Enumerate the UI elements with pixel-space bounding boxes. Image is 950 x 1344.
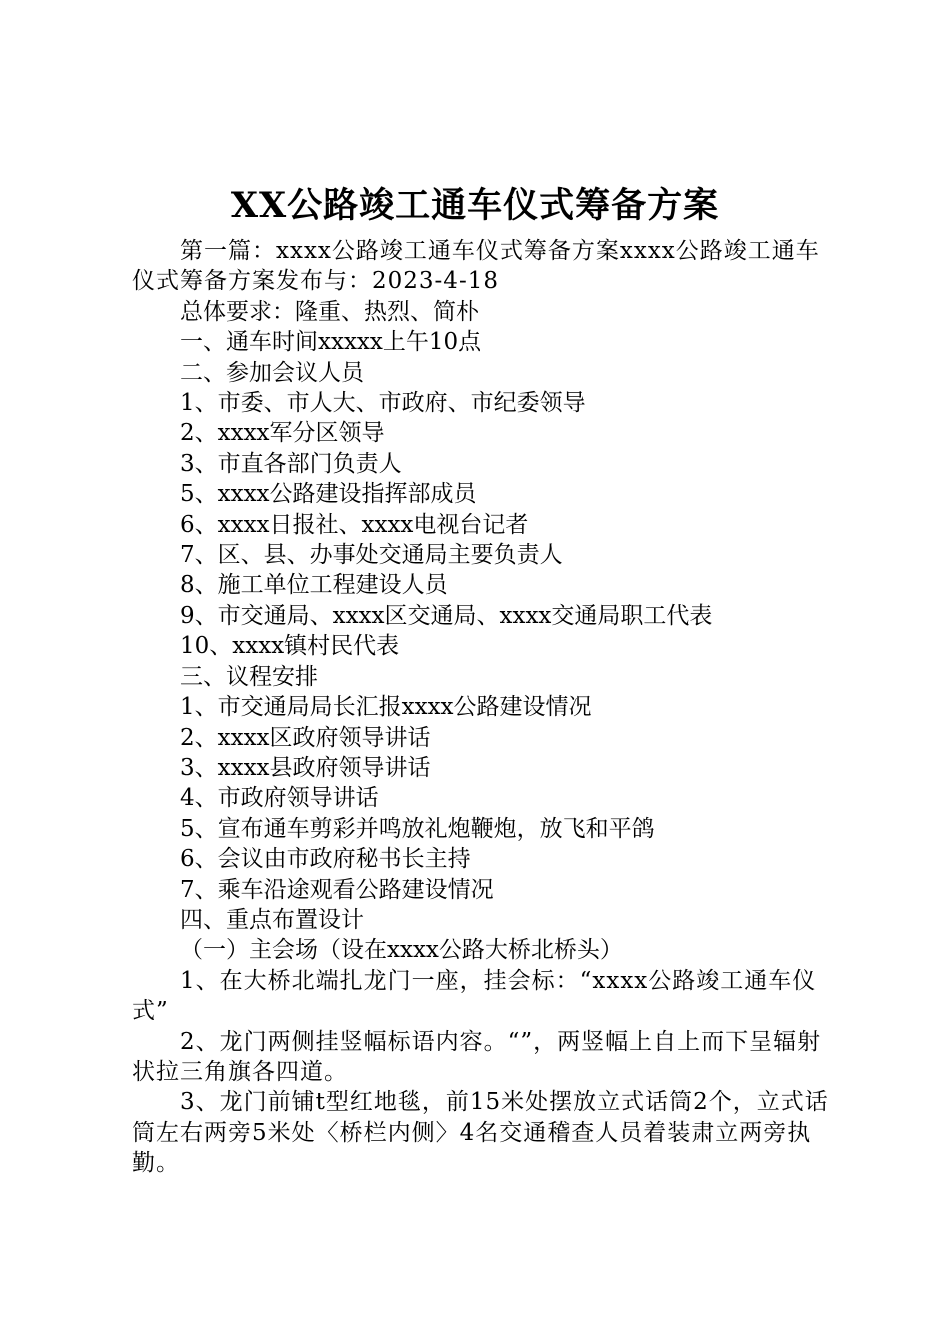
list-item: 7、乘车沿途观看公路建设情况 — [180, 876, 494, 903]
paragraph-intro: 第一篇：xxxx公路竣工通车仪式筹备方案xxxx公路竣工通车仪式筹备方案发布与：2023-4-18 — [132, 238, 820, 295]
list-item: 1、市交通局局长汇报xxxx公路建设情况 — [180, 694, 592, 721]
list-item: 6、xxxx日报社、xxxx电视台记者 — [180, 511, 529, 538]
list-item: 4、市政府领导讲话 — [180, 785, 379, 812]
list-item: 2、xxxx军分区领导 — [180, 420, 385, 447]
list-item: 6、会议由市政府秘书长主持 — [180, 846, 471, 873]
list-item: 2、xxxx区政府领导讲话 — [180, 724, 431, 751]
paragraph-section-3-heading: 三、议程安排 — [180, 663, 318, 690]
list-item: 2、龙门两侧挂竖幅标语内容。“”，两竖幅上自上而下呈辐射状拉三角旗各四道。 — [132, 1028, 822, 1085]
list-item: 7、区、县、办事处交通局主要负责人 — [180, 542, 563, 569]
document-body — [132, 236, 832, 1179]
paragraph-subsection-heading: （一）主会场（设在xxxx公路大桥北桥头） — [180, 937, 623, 964]
list-item: 3、市直各部门负责人 — [180, 450, 402, 477]
list-item: 1、在大桥北端扎龙门一座，挂会标：“xxxx公路竣工通车仪式” — [132, 967, 817, 1025]
list-item: 3、龙门前铺t型红地毯，前15米处摆放立式话筒2个，立式话筒左右两旁5米处〈桥栏内侧〉4名交通稽查人员着装肃立两旁执勤。 — [132, 1089, 829, 1177]
document-title: XX公路竣工通车仪式筹备方案 — [230, 185, 720, 226]
list-item: 8、施工单位工程建设人员 — [180, 572, 448, 599]
list-item: 9、市交通局、xxxx区交通局、xxxx交通局职工代表 — [180, 602, 713, 629]
paragraph-section-1: 一、通车时间xxxxx上午10点 — [180, 329, 482, 356]
paragraph-section-4-heading: 四、重点布置设计 — [180, 906, 364, 933]
list-item: 3、xxxx县政府领导讲话 — [180, 754, 431, 781]
paragraph-section-2-heading: 二、参加会议人员 — [180, 359, 364, 386]
paragraph-general-requirement: 总体要求：隆重、热烈、简朴 — [180, 298, 479, 325]
list-item: 1、市委、市人大、市政府、市纪委领导 — [180, 390, 586, 417]
list-item: 5、xxxx公路建设指挥部成员 — [180, 481, 477, 508]
list-item: 5、宣布通车剪彩并鸣放礼炮鞭炮，放飞和平鸽 — [180, 815, 655, 842]
list-item: 10、xxxx镇村民代表 — [180, 633, 400, 660]
